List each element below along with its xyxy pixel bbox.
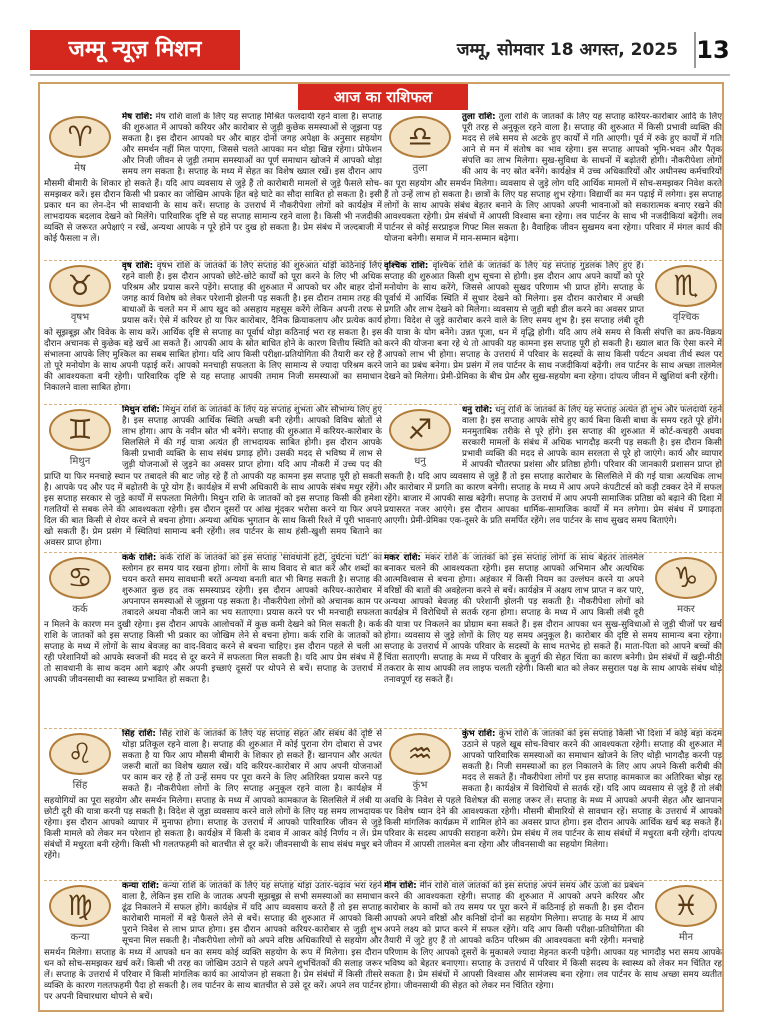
sign-heading: मीन राशि: (384, 881, 417, 891)
section-title: आज का राशिफल (298, 84, 468, 110)
sign-heading: मिथुन राशि: (122, 405, 160, 415)
horoscope-block-vrishchik (384, 260, 722, 402)
sign-heading: कन्या राशि: (122, 881, 160, 891)
aquarius-icon: ♒ कुंभ (384, 733, 456, 791)
sign-body: वृषभ राशि के जातकों के लिए सप्ताह की शुरुआत थोड़ी कठिनाई लिए रहने वाली है। इस दौरान आपको छोटे-छोटे कार्यों को पूरा करने के लिए भी अधिक परिश्रम और प्रयास करने पड़ेंगे। सप्ताह की शुरुआत में आपको घर और बाहर दोनों जगह कार्य विशेष को लेकर परेशानी झेलनी पड़ सकती है। इस दौरान तमाम तरह की बाधाओं के चलते मन में आप खुद को असहाय महसूस करेंगे लेकिन अपनी तरफ से प्रयास करें। ऐसे में करियर हो या फिर कारोबार, दैनिक क्रियाकलाप और प्रत्येक कार्य को सूझबूझ और विवेक के साथ करें। आर्थिक दृष्टि से सप्ताह का पूर्वार्ध थोड़ा कठिनाई भरा रह सकता है। इस दौरान अचानक से कुछेक बड़े खर्चे आ सकते हैं। आपकी आय के स्रोत बाधित होने के कारण वित्तीय स्थिति को संभालना आपके लिए मुश्किल का सबब साबित होगा। यदि आप किसी परीक्षा-प्रतियोगिता की तैयारी कर रहे हैं तो पूरे मनोयोग के साथ अपनी पढ़ाई करें। आपको मनचाही सफलता के लिए सामान्य से ज्यादा परिश्रम करने की आवश्यकता बनी रहेगी। पारिवारिक दृष्टि से यह सप्ताह आपकी तमाम निजी समस्याओं का समाधान निकालने वाला साबित होगा। (44, 261, 382, 394)
aries-icon: ♈ मेष (44, 116, 116, 174)
sign-heading: वृष राशि: (122, 261, 154, 271)
pisces-icon: ♓ मीन (650, 885, 722, 943)
gemini-icon: ♊ मिथुन (44, 409, 116, 467)
sign-heading: धनु राशि: (462, 405, 493, 415)
header-rule (30, 74, 730, 76)
sign-body: कन्या राशि के जातकों के लिए यह सप्ताह थोड़ा उतार-चढ़ाव भरा रहने वाला है, लेकिन इस राशि के जातक अपनी सूझबूझ से सभी समस्याओं का समाधान ढूंढ निकालने में सफल होंगे। कार्यक्षेत्र में यदि आप व्यवसाय करते हैं तो इस सप्ताह कारोबारी मामलों में बड़े फैसले लेने से बचें। सप्ताह की शुरुआत में आपको किसी पुराने निवेश से लाभ प्राप्त होगा। इस दौरान आपको करियर-कारोबार से जुड़ी शुभ सूचना मिल सकती है। नौकरीपेशा लोगों को अपने वरिष्ठ अधिकारियों से सहयोग और समर्थन मिलेगा। सप्ताह के मध्य में आपको धन का समय कोई व्यक्ति सहयोग के रूप में मिलेगा। इस दौरान धन को सोच-समझकर खर्च करें। किसी भी तरह का जोखिम उठाने से पहले अपने शुभचिंतकों की सलाह जरूर लें। सप्ताह के उत्तरार्ध में परिवार में किसी मांगलिक कार्य का आयोजन हो सकता है। प्रेम संबंधों में किसी तीसरे व्यक्ति के कारण गलतफहमी पैदा हो सकती है। लव पार्टनर के साथ बातचीत से उसे दूर करें। अपने लव पार्टनर पर अपनी विचारधारा थोपने से बचें। (44, 881, 382, 1002)
sign-body: मेष राशि वालों के लिए यह सप्ताह मिश्रित फलदायी रहने वाला है। सप्ताह की शुरुआत में आपको करियर और कारोबार से जुड़ी कुछेक समस्याओं से जूझना पड़ सकता है। इस दौरान आपको घर और बाहर दोनों जगह अपेक्षा के अनुसार सहयोग और समर्थन नहीं मिल पाएगा, जिससे चलते आपका मन थोड़ा खिन्न रहेगा। प्रोफेशन और निजी जीवन से जुड़ी तमाम समस्याओं का पूर्ण समाधान खोजने में आपको थोड़ा समय लग सकता है। सप्ताह के मध्य में सेहत का विशेष ख्याल रखें। इस दौरान आप मौसमी बीमारी के शिकार हो सकते हैं। यदि आप व्यवसाय से जुड़े हैं तो कारोबारी मामलों से जुड़े फैसले सोच-समझकर करें। इस दौरान किसी भी प्रकार का जोखिम आपके हित बड़े घाटे का सौदा साबित हो सकता है। इसी प्रकार धन का लेन-देन भी सावधानी के साथ करें। सप्ताह के उत्तरार्ध में नौकरीपेशा लोगों को कार्यक्षेत्र में लाभदायक बदलाव देखने को मिलेंगे। पारिवारिक दृष्टि से यह सप्ताह सामान्य रहने वाला है। किसी भी नजदीकी व्यक्ति से जरूरत अपेक्षाएं न रखें, अन्यथा आपके न पूरे होने पर दुख हो सकता है। प्रेम संबंध में जल्दबाजी में कोई फैसला न लें। (44, 112, 382, 245)
sign-heading: कर्क राशि: (122, 553, 157, 563)
sign-body: धनु राशि के जातकों के लिए यह सप्ताह अत्यंत ही शुभ और फलदायी रहने वाला है। इस सप्ताह आपके सोचे हुए कार्य बिना किसी बाधा के समय रहते पूरे होंगे। मनमुताबिक तरीके से पूरे होंगे। इस सप्ताह की शुरुआत में कोर्ट-कचहरी अथवा सरकारी मामलों के संबंध में अधिक भागदौड़ करनी पड़ सकती है। इस दौरान किसी प्रभावी व्यक्ति की मदद से आपके काम सरलता से पूरे हो जाएंगे। कार्य और व्यापार में आपकी चौतरफा प्रशंसा और प्रतिष्ठा होगी। परिवार की जानकारी प्रशासन प्राप्त हो सकती है। यदि आप व्यवसाय से जुड़े हैं तो इस सप्ताह कारोबार के सिलसिले में की गई यात्रा अत्यधिक लाभ और कारोबार में प्रगति का कारण बनेगी। सप्ताह के मध्य में आप अपने कंपटीटर्स को कड़ी टक्कर देने में सफल रहेंगे। बाजार में आपकी साख बढ़ेगी। सप्ताह के उत्तरार्ध में आप अपनी सामाजिक प्रतिष्ठा को बढ़ाने की दिशा में प्रयासरत नजर आएंगे। इस दौरान आपका धार्मिक-सामाजिक कार्यों में मन लगेगा। प्रेम संबंध में प्रगाढ़ता आएगी। प्रेमी-प्रेमिका एक-दूसरे के प्रति समर्पित रहेंगे। लव पार्टनर के साथ सुखद समय बिताएंगे। (384, 405, 722, 526)
sign-body: मीन राशि वाले जातकों को इस सप्ताह अपने समय और ऊर्जा का प्रबंधन करने की आवश्यकता रहेगी। सप्ताह की शुरुआत में आपको अपने करियर और कारोबार के कामों को तय समय पर पूरा करने में कठिनाई हो सकती है। इस दौरान आपको अपने वरिष्ठों और कनिष्ठों दोनों का सहयोग मिलेगा। सप्ताह के मध्य में आप अपने लक्ष्य को प्राप्त करने में सफल रहेंगे। यदि आप किसी परीक्षा-प्रतियोगिता की तैयारी में जुटे हुए हैं तो आपको कठिन परिश्रम की आवश्यकता बनी रहेगी। मनचाहे परिणाम के लिए आपको दूसरों के मुकाबले ज्यादा मेहनत करनी पड़ेगी। आपका यह भागदौड़ भरा समय आपके भविष्य को बेहतर बनाएगा। सप्ताह के उत्तरार्ध में परिवार में किसी सदस्य के स्वास्थ्य को लेकर मन चिंतित रह सकता है। प्रेम संबंधों में आपसी विश्वास और सामंजस्य बना रहेगा। लव पार्टनर के साथ अच्छा समय व्यतीत होगा। जीवनसाथी की सेहत को लेकर मन चिंतित रहेगा। (384, 881, 722, 991)
libra-icon: ♎ तुला (384, 116, 456, 174)
horoscope-block-meen (384, 880, 722, 1008)
sign-body: सिंह राशि के जातकों के लिए यह सप्ताह सेहत और संबंध की दृष्टि से थोड़ा प्रतिकूल रहने वाला है। सप्ताह की शुरुआत में कोई पुराना रोग दोबारा से उभर सकता है या फिर आप मौसमी बीमारी के शिकार हो सकते हैं। खानपान और अत्यंत जरूरी बातों का विशेष ख्याल रखें। यदि करियर-कारोबार में आप अपनी योजनाओं पर काम कर रहे हैं तो उन्हें समय पर पूरा करने के लिए अतिरिक्त प्रयास करने पड़ सकते हैं। नौकरीपेशा लोगों के लिए सप्ताह अनुकूल रहने वाला है। कार्यक्षेत्र में सहयोगियों का पूरा सहयोग और समर्थन मिलेगा। सप्ताह के मध्य में आपको कामकाज के सिलसिले में लंबी या छोटी दूरी की यात्रा करनी पड़ सकती है। विदेश से जुड़ा व्यवसाय करने वाले लोगों के लिए यह समय लाभदायक रहेगा। इस दौरान आपको व्यापार में मुनाफा होगा। सप्ताह के उत्तरार्ध में आपको पारिवारिक जीवन से जुड़े किसी मामले को लेकर मन परेशान हो सकता है। कार्यक्षेत्र में किसी के दबाव में आकर कोई निर्णय न लें। प्रेम संबंधों में मधुरता बनी रहेगी। किसी भी गलतफहमी को बातचीत से दूर करें। जीवनसाथी के साथ संबंध मधुर बने रहेंगे। (44, 729, 382, 862)
sign-body: मिथुन राशि के जातकों के लिए यह सप्ताह शुभता और सौभाग्य लिए हुए है। इस सप्ताह आपकी आर्थिक स्थिति अच्छी बनी रहेगी। आपको विविध स्रोतों से लाभ होगा। आप के नवीन स्रोत भी बनेंगे। सप्ताह की शुरुआत में करियर-कारोबार के सिलसिले में की गई यात्रा अत्यंत ही लाभदायक साबित होगी। इस दौरान आपके किसी प्रभावी व्यक्ति के साथ संबंध प्रगाढ़ होंगे। उसकी मदद से भविष्य में लाभ से जुड़ी योजनाओं से जुड़ने का अवसर प्राप्त होगा। यदि आप नौकरी में उच्च पद की प्राप्ति या फिर मनचाहे स्थान पर तबादले की बाट जोह रहे हैं तो आपकी यह कामना इस सप्ताह पूरी हो सकती है। आपके पद और पद में बढ़ोतरी के पूरे योग हैं। कार्यक्षेत्र में सभी अधिकारी के साथ आपके संबंध मधुर रहेंगे। इस सप्ताह सरकार से जुड़े कार्यों में सफलता मिलेगी। मिथुन राशि के जातकों को इस सप्ताह किसी की हमेशा गलतियों से सबक लेने की आवश्यकता रहेगी। इस दौरान दूसरों पर आंख मूंदकर भरोसा करने या फिर अपने दिल की बात किसी से शेयर करने से बचना होगा। अन्यथा अधिक भुगतान के साथ किसी रिश्ते में पूरी भावनाएं खो सकती हैं। प्रेम प्रसंग में स्थितियां सामान्य बनी रहेंगी। लव पार्टनर के साथ हंसी-खुशी समय बिताने का अवसर प्राप्त होगा। (44, 405, 382, 549)
dateline: जम्मू, सोमवार 18 अगस्त, 2025 (456, 40, 678, 60)
sign-heading: सिंह राशि: (122, 729, 156, 739)
horoscope-block-singh (44, 728, 382, 878)
horoscope-block-vrishabh (44, 260, 382, 402)
horoscope-frame (38, 82, 724, 1012)
sign-heading: मेष राशि: (122, 112, 153, 122)
masthead (30, 30, 730, 70)
sign-heading: मकर राशि: (384, 553, 421, 563)
horoscope-block-kumbh (384, 728, 722, 878)
horoscope-block-makar (384, 552, 722, 726)
sign-body: कर्क राशि के जातकों को इस सप्ताह 'सावधानी हटी, दुर्घटना घटी' का स्लोगन हर समय याद रखना होगा। लोगों के साथ विवाद से बात करें और शब्दों का चयन करते समय सावधानी बरतें अन्यथा बनती बात भी बिगड़ सकती है। सप्ताह की शुरुआत कुछ हद तक समस्याप्रद रहेगी। इस दौरान आपको करियर-कारोबार में अपनापन समस्याओं से जूझना पड़ सकता है। नौकरीपेशा लोगों को अचानक काम पर तबादले अथवा नौकरी जाने का भय सताएगा। प्रयास करने पर भी मनचाही सफलता न मिलने के कारण मन दुखी रहेगा। इस दौरान आपके आलोचकों में कुछ कमी देखने को मिल सकती है। कर्क राशि के जातकों को इस सप्ताह किसी भी प्रकार का जोखिम लेने से बचना होगा। कर्क राशि के जातकों को सप्ताह के मध्य में लोगों के साथ बेवजह का वाद-विवाद करने से बचना चाहिए। इस दौरान पहले से चली आ रही परेशानियों को आपके स्वजनों की मदद से दूर करने में सफलता मिल सकती है। यदि आप प्रेम संबंध में हैं तो सावधानी के साथ कदम आगे बढ़ाएं और अपनी इच्छाएं दूसरों पर थोपने से बचें। सप्ताह के उत्तरार्ध में आपकी जीवनसाथी का स्वास्थ्य प्रभावित हो सकता है। (44, 553, 382, 686)
horoscope-block-dhanu (384, 404, 722, 550)
virgo-icon: ♍ कन्या (44, 885, 116, 943)
horoscope-block-kanya (44, 880, 382, 1008)
horoscope-block-mithun (44, 404, 382, 550)
cancer-icon: ♋ कर्क (44, 557, 116, 615)
horoscope-block-tula (384, 112, 722, 258)
sign-body: मकर राशि के जातकों को इस सप्ताह लोगों के साथ बेहतर तालमेल बनाकर चलने की आवश्यकता रहेगी। इस सप्ताह आपको अभिमान और अत्यधिक आत्मविश्वास से बचना होगा। अहंकार में किसी नियम का उल्लंघन करने या अपने वरिष्ठों की बातों की अवहेलना करने से बचें। कार्यक्षेत्र में अक्षय लाभ प्राप्त न कर पाएं, अन्यथा आपको बेवजह की परेशानी झेलनी पड़ सकती है। नौकरीपेशा लोगों को कार्यक्षेत्र में विरोधियों से सतर्क रहना होगा। सप्ताह के मध्य में आप किसी लंबी दूरी की यात्रा पर निकलने का प्रोग्राम बना सकते हैं। इस दौरान आपका धन सुख-सुविधाओं से जुड़ी चीजों पर खर्च होगा। व्यवसाय से जुड़े लोगों के लिए यह समय अनुकूल है। कारोबार की दृष्टि से समय सामान्य बना रहेगा। सप्ताह के उत्तरार्ध में आपके परिवार के सदस्यों के साथ मतभेद हो सकते हैं। माता-पिता को आपने बच्चों की चिंता सताएगी। सप्ताह के मध्य में परिवार के बुजुर्ग की सेहत चिंता का कारण बनेगी। प्रेम संबंधों में खट्टी-मीठी तकरार के साथ आपकी लव लाइफ चलती रहेगी। किसी बात को लेकर ससुराल पक्ष के साथ आपके संबंध थोड़े तनावपूर्ण रह सकते हैं। (384, 553, 722, 686)
newspaper-brand: जम्मू न्यूज़ मिशन (30, 30, 240, 70)
horoscope-block-mesh (44, 112, 382, 258)
sign-heading: वृश्चिक राशि: (384, 261, 429, 271)
sign-heading: तुला राशि: (462, 112, 496, 122)
page-number: 13 (694, 32, 730, 68)
sign-body: वृश्चिक राशि के जातकों के लिए यह सप्ताह गुडलक लिए हुए है। सप्ताह की शुरुआत किसी शुभ सूचना से होगी। इस दौरान आप अपने कार्यों को पूरे मनोयोग के साथ करेंगे, जिससे आपको सुखद परिणाम भी प्राप्त होंगे। सप्ताह के पूर्वार्ध में आर्थिक स्थिति में सुधार देखने को मिलेगा। इस दौरान कारोबार में अच्छी प्रगति और लाभ देखने को मिलेगा। व्यवसाय से जुड़ी बड़ी डील करने का अवसर प्राप्त होगा। विदेश से जुड़े कारोबार करने वाले के लिए समय शुभ है। इस सप्ताह लंबी दूरी की यात्रा के योग बनेंगे। उन्नत पूजा, धन में वृद्धि होगी। यदि आप लंबे समय से किसी संपत्ति का क्रय-विक्रय करने की योजना बना रहे थे तो आपकी यह कामना इस सप्ताह पूरी हो सकती है। ख्याल बात कि ऐसा करने में आपको लाभ भी होगा। सप्ताह के उत्तरार्ध में परिवार के सदस्यों के साथ किसी पर्यटन अथवा तीर्थ स्थल पर जाने का प्रबंध बनेगा। प्रेम प्रसंग में लव पार्टनर के साथ नजदीकियां बढ़ेंगी। लव पार्टनर के साथ अच्छा तालमेल देखने को मिलेगा। प्रेमी-प्रेमिका के बीच प्रेम और सुख-सहयोग बना रहेगा। दांपत्य जीवन में खुशियां बनी रहेंगी। (384, 261, 722, 382)
sagittarius-icon: ♐ धनु (384, 409, 456, 467)
leo-icon: ♌ सिंह (44, 733, 116, 791)
sign-body: तुला राशि के जातकों के लिए यह सप्ताह करियर-कारोबार आदि के लिए पूरी तरह से अनुकूल रहने वाला है। सप्ताह की शुरुआत में किसी प्रभावी व्यक्ति की मदद से लंबे समय से अटके हुए कार्यों में गति आएगी। पूर्व में रुके हुए कार्यों में गति आने से मन में संतोष का भाव रहेगा। इस सप्ताह आपको भूमि-भवन और पैतृक संपत्ति का लाभ मिलेगा। सुख-सुविधा के साधनों में बढ़ोतरी होगी। नौकरीपेशा लोगों की आय के नए स्रोत बनेंगे। कार्यक्षेत्र में उच्च अधिकारियों और अधीनस्थ कर्मचारियों का पूरा सहयोग और समर्थन मिलेगा। व्यवसाय से जुड़े लोग यदि आर्थिक मामलों में सोच-समझकर निवेश करते हैं तो उन्हें लाभ हो सकता है। छात्रों के लिए यह सप्ताह शुभ रहेगा। विद्यार्थी का मन पढ़ाई में लगेगा। इस सप्ताह लोगों के साथ आपके संबंध बेहतर बनाने के लिए आपको अपनी भावनाओं को सकारात्मक बनाए रखने की आवश्यकता रहेगी। प्रेम संबंधों में आपसी विश्वास बना रहेगा। लव पार्टनर के साथ भी नजदीकियां बढ़ेंगी। लव पार्टनर से कोई सरप्राइज गिफ्ट मिल सकता है। वैवाहिक जीवन सुखमय बना रहेगा। परिवार में मंगल कार्य की योजना बनेगी। समाज में मान-सम्मान बढ़ेगा। (384, 112, 722, 245)
taurus-icon: ♉ वृषभ (44, 265, 116, 323)
scorpio-icon: ♏ वृश्चिक (650, 265, 722, 323)
sign-heading: कुंभ राशि: (462, 729, 496, 739)
horoscope-block-kark (44, 552, 382, 726)
sign-body: कुंभ राशि के जातकों को इस सप्ताह किसी भी दिशा में कोई बड़ा कदम उठाने से पहले खूब सोच-विचार करने की आवश्यकता रहेगी। सप्ताह की शुरुआत में आपको पारिवारिक समस्याओं का समाधान खोजने के लिए थोड़ी भागदौड़ करनी पड़ सकती है। निजी समस्याओं का हल निकालने के लिए आप अपने किसी करीबी की मदद ले सकते हैं। नौकरीपेशा लोगों पर इस सप्ताह कामकाज का अतिरिक्त बोझ रह सकता है। कार्यक्षेत्र में विरोधियों से सतर्क रहें। यदि आप व्यवसाय से जुड़े हैं तो लंबी अवधि के निवेश से पहले विशेषज्ञ की सलाह जरूर लें। सप्ताह के मध्य में आपको अपनी सेहत और खानपान पर विशेष ध्यान देने की आवश्यकता रहेगी। मौसमी बीमारियों से सावधान रहें। सप्ताह के उत्तरार्ध में आपको किसी मांगलिक कार्यक्रम में शामिल होने का अवसर प्राप्त होगा। इस दौरान आपके आर्थिक खर्च बढ़ सकते हैं। परिवार के सदस्य आपकी सराहना करेंगे। प्रेम संबंध में लव पार्टनर के साथ संबंधों में मधुरता बनी रहेगी। दांपत्य जीवन में आपसी तालमेल बना रहेगा और जीवनसाथी का सहयोग मिलेगा। (384, 729, 722, 850)
capricorn-icon: ♑ मकर (650, 557, 722, 615)
